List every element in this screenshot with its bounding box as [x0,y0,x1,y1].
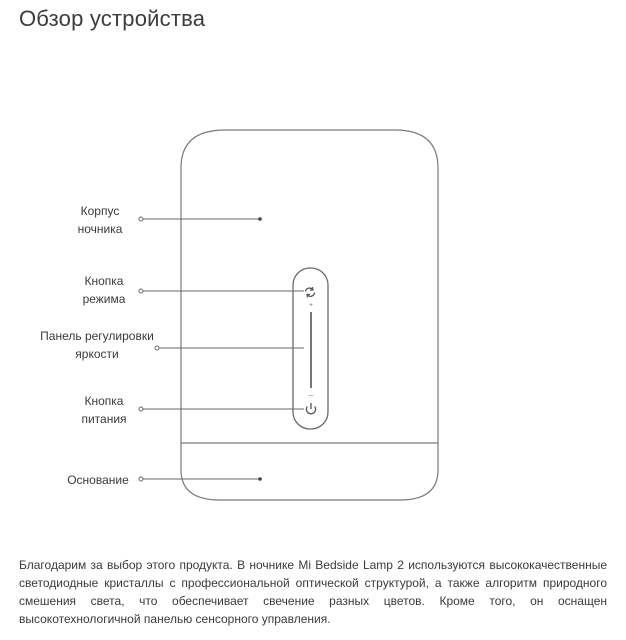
label-base-line1: Основание [67,473,129,487]
label-brightness-panel-line1: Панель регулировки [40,329,154,343]
label-power-button-line2: питания [81,412,127,426]
label-power-button [72,392,136,428]
leader-body [139,217,262,221]
leader-base [139,477,262,481]
label-power-button-line1: Кнопка [84,394,124,408]
brightness-plus-mark: + [308,302,314,309]
leader-brightness-panel [155,346,304,350]
label-base [60,471,136,489]
leader-mode-button [139,289,304,293]
label-lamp-body [68,202,132,238]
label-brightness-panel [32,327,162,363]
brightness-minus-mark: – [308,391,314,400]
label-lamp-body-line1: Корпус [80,204,120,218]
label-mode-button-line1: Кнопка [84,274,124,288]
intro-paragraph: Благодарим за выбор этого продукта. В ночнике Mi Bedside Lamp 2 используются высококачественные светодиодные кристаллы с профессиональной оптической структурой, а также алгоритм природного смешения света, что обеспечивает свечение разных цветов. Кроме того, он оснащен высокотехнологичной панелью сенсорного управления. [19,558,607,626]
label-mode-button [72,272,136,308]
power-button-icon [306,403,315,414]
leader-power-button [139,407,304,411]
label-lamp-body-line2: ночника [77,222,123,236]
page-title: Обзор устройства [19,6,206,31]
lamp-body-outline [181,130,438,500]
label-brightness-panel-line2: яркости [75,347,119,361]
mode-button-icon [306,287,315,298]
label-mode-button-line2: режима [82,292,126,306]
